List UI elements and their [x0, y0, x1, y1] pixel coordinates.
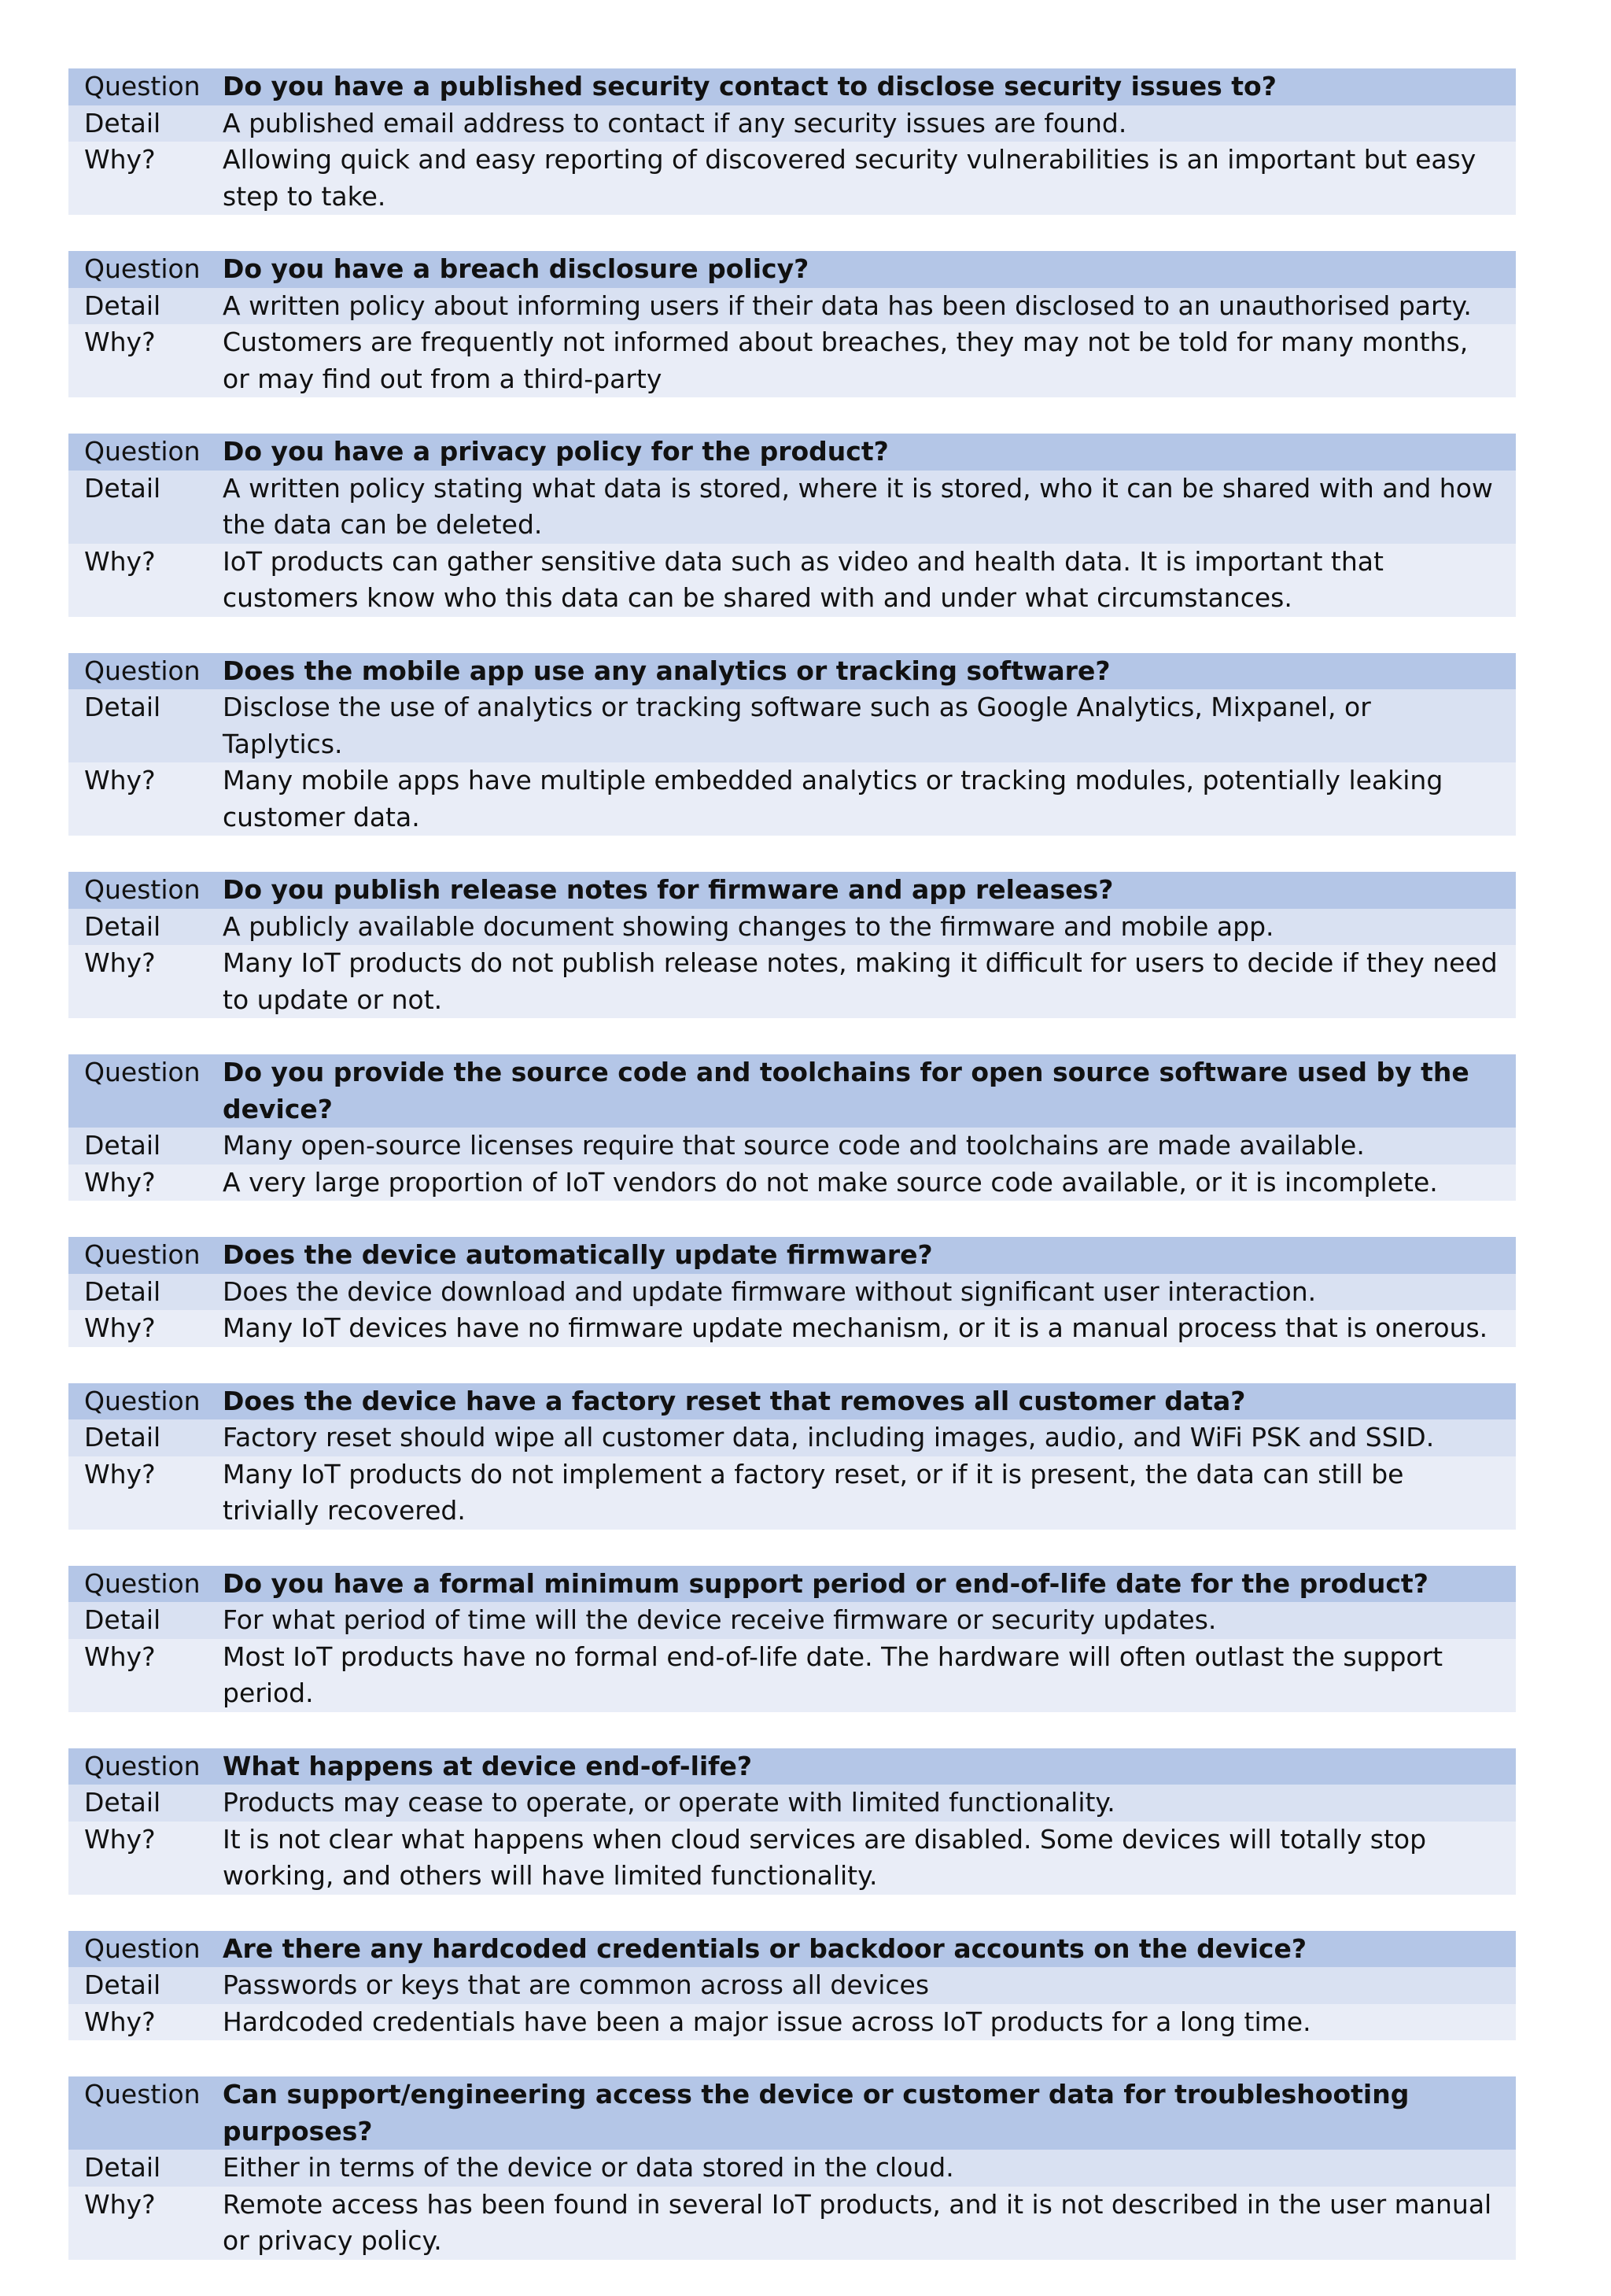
detail-label: Detail	[84, 1275, 161, 1307]
why-label: Why?	[84, 765, 156, 795]
why-row	[68, 1165, 1516, 1202]
why-row	[68, 1822, 1516, 1895]
question-block	[68, 1748, 1516, 1895]
question-block	[68, 872, 1516, 1018]
question-label: Question	[84, 1057, 201, 1087]
why-row	[68, 544, 1516, 617]
question-label: Question	[84, 2079, 201, 2110]
why-label: Why?	[84, 1312, 156, 1343]
question-text: Does the device have a factory reset that removes all customer data?	[223, 1385, 1246, 1416]
question-text: Do you have a formal minimum support period or end-of-life date for the product?	[223, 1567, 1429, 1599]
detail-text: Disclose the use of analytics or tracking software such as Google Analytics, Mixpanel, or Taplytics.	[223, 692, 1371, 759]
question-block	[68, 653, 1516, 836]
question-text: Do you have a privacy policy for the product?	[223, 436, 889, 467]
detail-label: Detail	[84, 1130, 161, 1161]
why-row	[68, 762, 1516, 836]
question-text: What happens at device end-of-life?	[223, 1750, 753, 1781]
question-block	[68, 251, 1516, 397]
question-label: Question	[84, 71, 201, 102]
detail-text: A publicly available document showing changes to the firmware and mobile app.	[223, 910, 1274, 942]
detail-label: Detail	[84, 910, 161, 942]
detail-text: A written policy about informing users if their data has been disclosed to an unauthorised party.	[223, 290, 1472, 321]
detail-row	[68, 288, 1516, 325]
detail-row	[68, 689, 1516, 762]
detail-row	[68, 1419, 1516, 1456]
detail-row	[68, 1602, 1516, 1639]
detail-text: A published email address to contact if any security issues are found.	[223, 107, 1127, 138]
why-row	[68, 1639, 1516, 1712]
why-text: Many IoT products do not publish release notes, making it difficult for users to decide if they need to update or not.	[223, 947, 1498, 1015]
detail-label: Detail	[84, 692, 161, 722]
why-text: IoT products can gather sensitive data such as video and health data. It is important that customers know who this data can be shared with and under what circumstances.	[223, 545, 1384, 613]
detail-label: Detail	[84, 472, 161, 504]
detail-row	[68, 1128, 1516, 1165]
detail-row	[68, 105, 1516, 142]
question-block	[68, 1566, 1516, 1712]
why-row	[68, 2187, 1516, 2260]
why-row	[68, 1310, 1516, 1347]
question-block	[68, 2076, 1516, 2260]
why-text: Many IoT devices have no firmware update mechanism, or it is a manual process that is onerous.	[223, 1312, 1488, 1343]
detail-label: Detail	[84, 290, 161, 321]
question-row	[68, 2076, 1516, 2150]
question-block	[68, 434, 1516, 617]
detail-text: Factory reset should wipe all customer data, including images, audio, and WiFi PSK and SSID.	[223, 1422, 1435, 1453]
why-label: Why?	[84, 2006, 156, 2037]
question-row	[68, 872, 1516, 909]
why-text: Many IoT products do not implement a factory reset, or if it is present, the data can still be trivially recovered.	[223, 1458, 1404, 1526]
detail-label: Detail	[84, 1969, 161, 2000]
question-label: Question	[84, 1932, 201, 1964]
why-label: Why?	[84, 327, 156, 357]
detail-row	[68, 1967, 1516, 2004]
question-label: Question	[84, 1750, 201, 1781]
question-label: Question	[84, 1567, 201, 1599]
detail-row	[68, 1785, 1516, 1822]
why-label: Why?	[84, 1823, 156, 1855]
why-label: Why?	[84, 144, 156, 175]
question-text: Do you have a published security contact to disclose security issues to?	[223, 71, 1277, 102]
why-label: Why?	[84, 2188, 156, 2220]
why-row	[68, 142, 1516, 215]
question-row	[68, 1054, 1516, 1128]
detail-text: Products may cease to operate, or operate with limited functionality.	[223, 1787, 1115, 1818]
detail-label: Detail	[84, 1422, 161, 1453]
why-text: Hardcoded credentials have been a major issue across IoT products for a long time.	[223, 2006, 1311, 2037]
question-row	[68, 251, 1516, 288]
detail-text: Many open-source licenses require that source code and toolchains are made available.	[223, 1130, 1365, 1161]
detail-text: Passwords or keys that are common across all devices	[223, 1969, 930, 2000]
why-text: A very large proportion of IoT vendors do not make source code available, or it is incomplete.	[223, 1166, 1438, 1198]
detail-row	[68, 471, 1516, 544]
question-label: Question	[84, 436, 201, 467]
why-text: Many mobile apps have multiple embedded analytics or tracking modules, potentially leaking customer data.	[223, 765, 1443, 832]
question-row	[68, 68, 1516, 105]
question-block	[68, 1931, 1516, 2041]
question-row	[68, 653, 1516, 690]
question-block	[68, 1383, 1516, 1530]
why-label: Why?	[84, 545, 156, 577]
question-row	[68, 1931, 1516, 1968]
why-label: Why?	[84, 1166, 156, 1198]
question-label: Question	[84, 655, 201, 686]
question-text: Does the device automatically update firmware?	[223, 1239, 933, 1270]
why-text: Customers are frequently not informed about breaches, they may not be told for many months, or may find out from a third-party	[223, 327, 1469, 394]
question-block	[68, 68, 1516, 215]
detail-label: Detail	[84, 1604, 161, 1635]
why-text: Remote access has been found in several IoT products, and it is not described in the user manual or privacy policy.	[223, 2188, 1492, 2256]
why-row	[68, 945, 1516, 1018]
why-label: Why?	[84, 1458, 156, 1489]
question-text: Are there any hardcoded credentials or backdoor accounts on the device?	[223, 1932, 1307, 1964]
detail-text: Either in terms of the device or data stored in the cloud.	[223, 2152, 954, 2183]
question-label: Question	[84, 253, 201, 284]
question-label: Question	[84, 874, 201, 905]
question-row	[68, 434, 1516, 471]
question-text: Do you provide the source code and toolchains for open source software used by the device?	[223, 1057, 1469, 1124]
why-label: Why?	[84, 1641, 156, 1672]
question-text: Do you have a breach disclosure policy?	[223, 253, 809, 284]
question-text: Does the mobile app use any analytics or tracking software?	[223, 655, 1111, 686]
detail-text: Does the device download and update firmware without significant user interaction.	[223, 1275, 1317, 1307]
question-row	[68, 1383, 1516, 1420]
question-row	[68, 1237, 1516, 1274]
detail-row	[68, 909, 1516, 946]
question-label: Question	[84, 1239, 201, 1270]
why-label: Why?	[84, 947, 156, 978]
question-block	[68, 1237, 1516, 1347]
why-row	[68, 2004, 1516, 2041]
detail-label: Detail	[84, 2152, 161, 2183]
checklist	[68, 68, 1516, 2296]
why-row	[68, 1456, 1516, 1530]
why-text: It is not clear what happens when cloud services are disabled. Some devices will totally stop working, and others will have limited functionality.	[223, 1823, 1427, 1891]
detail-row	[68, 1274, 1516, 1311]
why-text: Allowing quick and easy reporting of discovered security vulnerabilities is an important but easy step to take.	[223, 144, 1476, 212]
detail-text: A written policy stating what data is stored, where it is stored, who it can be shared with and how the data can be deleted.	[223, 472, 1493, 540]
question-text: Do you publish release notes for firmware and app releases?	[223, 874, 1114, 905]
question-row	[68, 1566, 1516, 1603]
detail-row	[68, 2150, 1516, 2187]
detail-text: For what period of time will the device receive firmware or security updates.	[223, 1604, 1217, 1635]
why-row	[68, 324, 1516, 397]
question-label: Question	[84, 1385, 201, 1416]
question-row	[68, 1748, 1516, 1785]
question-block	[68, 1054, 1516, 1201]
question-text: Can support/engineering access the device or customer data for troubleshooting purposes?	[223, 2079, 1410, 2147]
detail-label: Detail	[84, 107, 161, 138]
why-text: Most IoT products have no formal end-of-life date. The hardware will often outlast the support period.	[223, 1641, 1443, 1708]
detail-label: Detail	[84, 1787, 161, 1818]
